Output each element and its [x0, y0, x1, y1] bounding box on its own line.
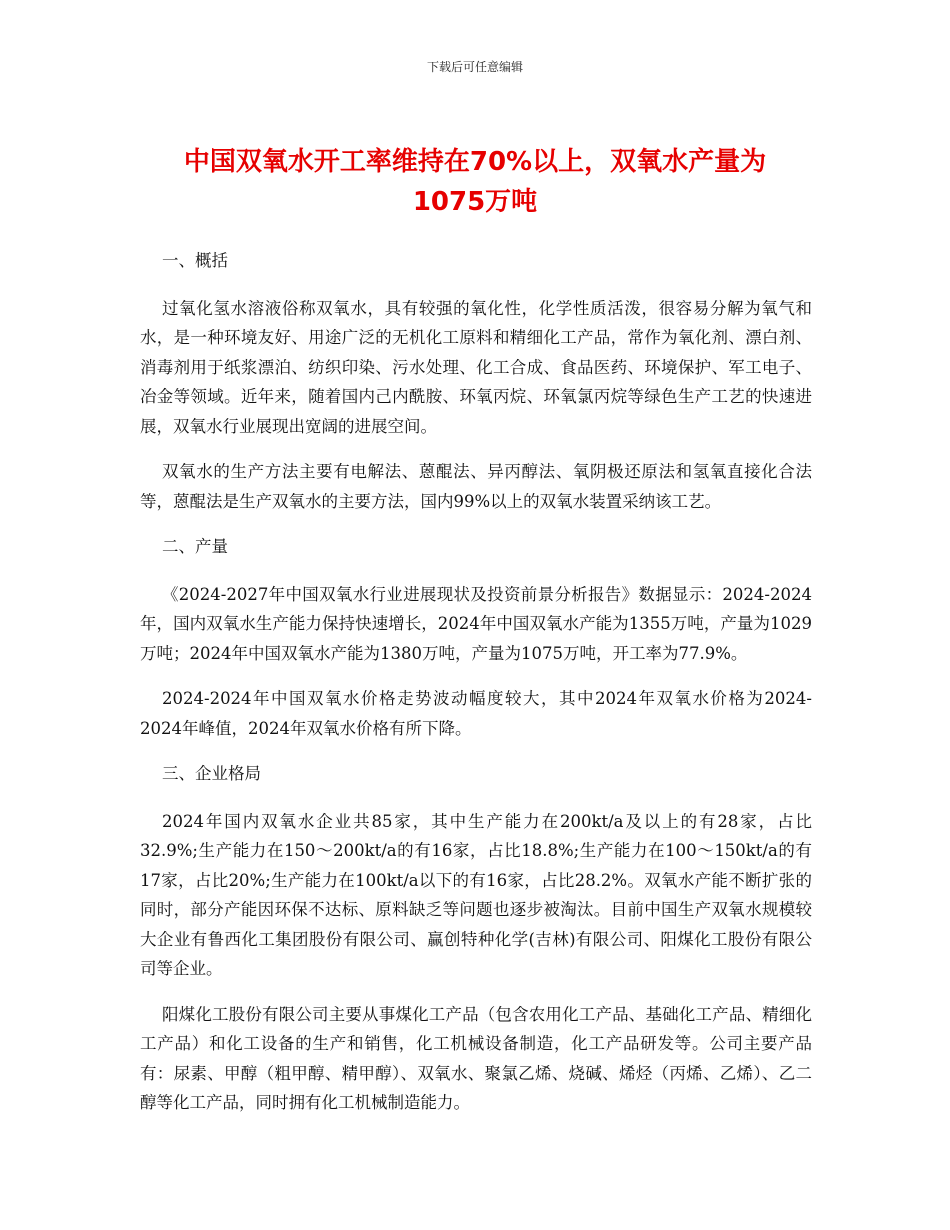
section-heading-enterprise: 三、企业格局: [162, 764, 261, 783]
paragraph: 双氧水的生产方法主要有电解法、蒽醌法、异丙醇法、氧阴极还原法和氢氧直接化合法等，蒽醌法是生产双氧水的主要方法，国内99%以上的双氧水装置采纳该工艺。: [140, 462, 812, 511]
section-heading-output: 二、产量: [162, 537, 228, 556]
document-title: 中国双氧水开工率维持在70%以上，双氧水产量为1075万吨: [183, 147, 767, 217]
section-heading-overview: 一、概括: [162, 251, 228, 270]
paragraph: 阳煤化工股份有限公司主要从事煤化工产品（包含农用化工产品、基础化工产品、精细化工产品）和化工设备的生产和销售，化工机械设备制造，化工产品研发等。公司主要产品有：尿素、甲醇（粗甲醇、精甲醇）、双氧水、聚氯乙烯、烧碱、烯烃（丙烯、乙烯）、乙二醇等化工产品，同时拥有化工机械制造能力。: [140, 1004, 812, 1112]
paragraph: 《2024-2027年中国双氧水行业进展现状及投资前景分析报告》数据显示：2024-2024年，国内双氧水生产能力保持快速增长，2024年中国双氧水产能为1355万吨，产量为1029万吨；2024年中国双氧水产能为1380万吨，产量为1075万吨，开工率为77.9%。: [140, 584, 812, 663]
paragraph: 过氧化氢水溶液俗称双氧水，具有较强的氧化性，化学性质活泼，很容易分解为氧气和水，是一种环境友好、用途广泛的无机化工原料和精细化工产品，常作为氧化剂、漂白剂、消毒剂用于纸浆漂泊、纺织印染、污水处理、化工合成、食品医药、环境保护、军工电子、冶金等领域。近年来，随着国内己内酰胺、环氧丙烷、环氧氯丙烷等绿色生产工艺的快速进展，双氧水行业展现出宽阔的进展空间。: [140, 298, 812, 436]
header-note: 下载后可任意编辑: [426, 60, 523, 74]
paragraph: 2024年国内双氧水企业共85家，其中生产能力在200kt/a及以上的有28家，占比32.9%;生产能力在150～200kt/a的有16家，占比18.8%;生产能力在100～150kt/a的有17家，占比20%;生产能力在100kt/a以下的有16家，占比28.2%。双氧水产能不断扩张的同时，部分产能因环保不达标、原料缺乏等问题也逐步被淘汰。目前中国生产双氧水规模较大企业有鲁西化工集团股份有限公司、赢创特种化学(吉林)有限公司、阳煤化工股份有限公司等企业。: [140, 811, 812, 978]
document-body: [140, 246, 812, 1134]
paragraph: 2024-2024年中国双氧水价格走势波动幅度较大，其中2024年双氧水价格为2024-2024年峰值，2024年双氧水价格有所下降。: [140, 689, 812, 738]
